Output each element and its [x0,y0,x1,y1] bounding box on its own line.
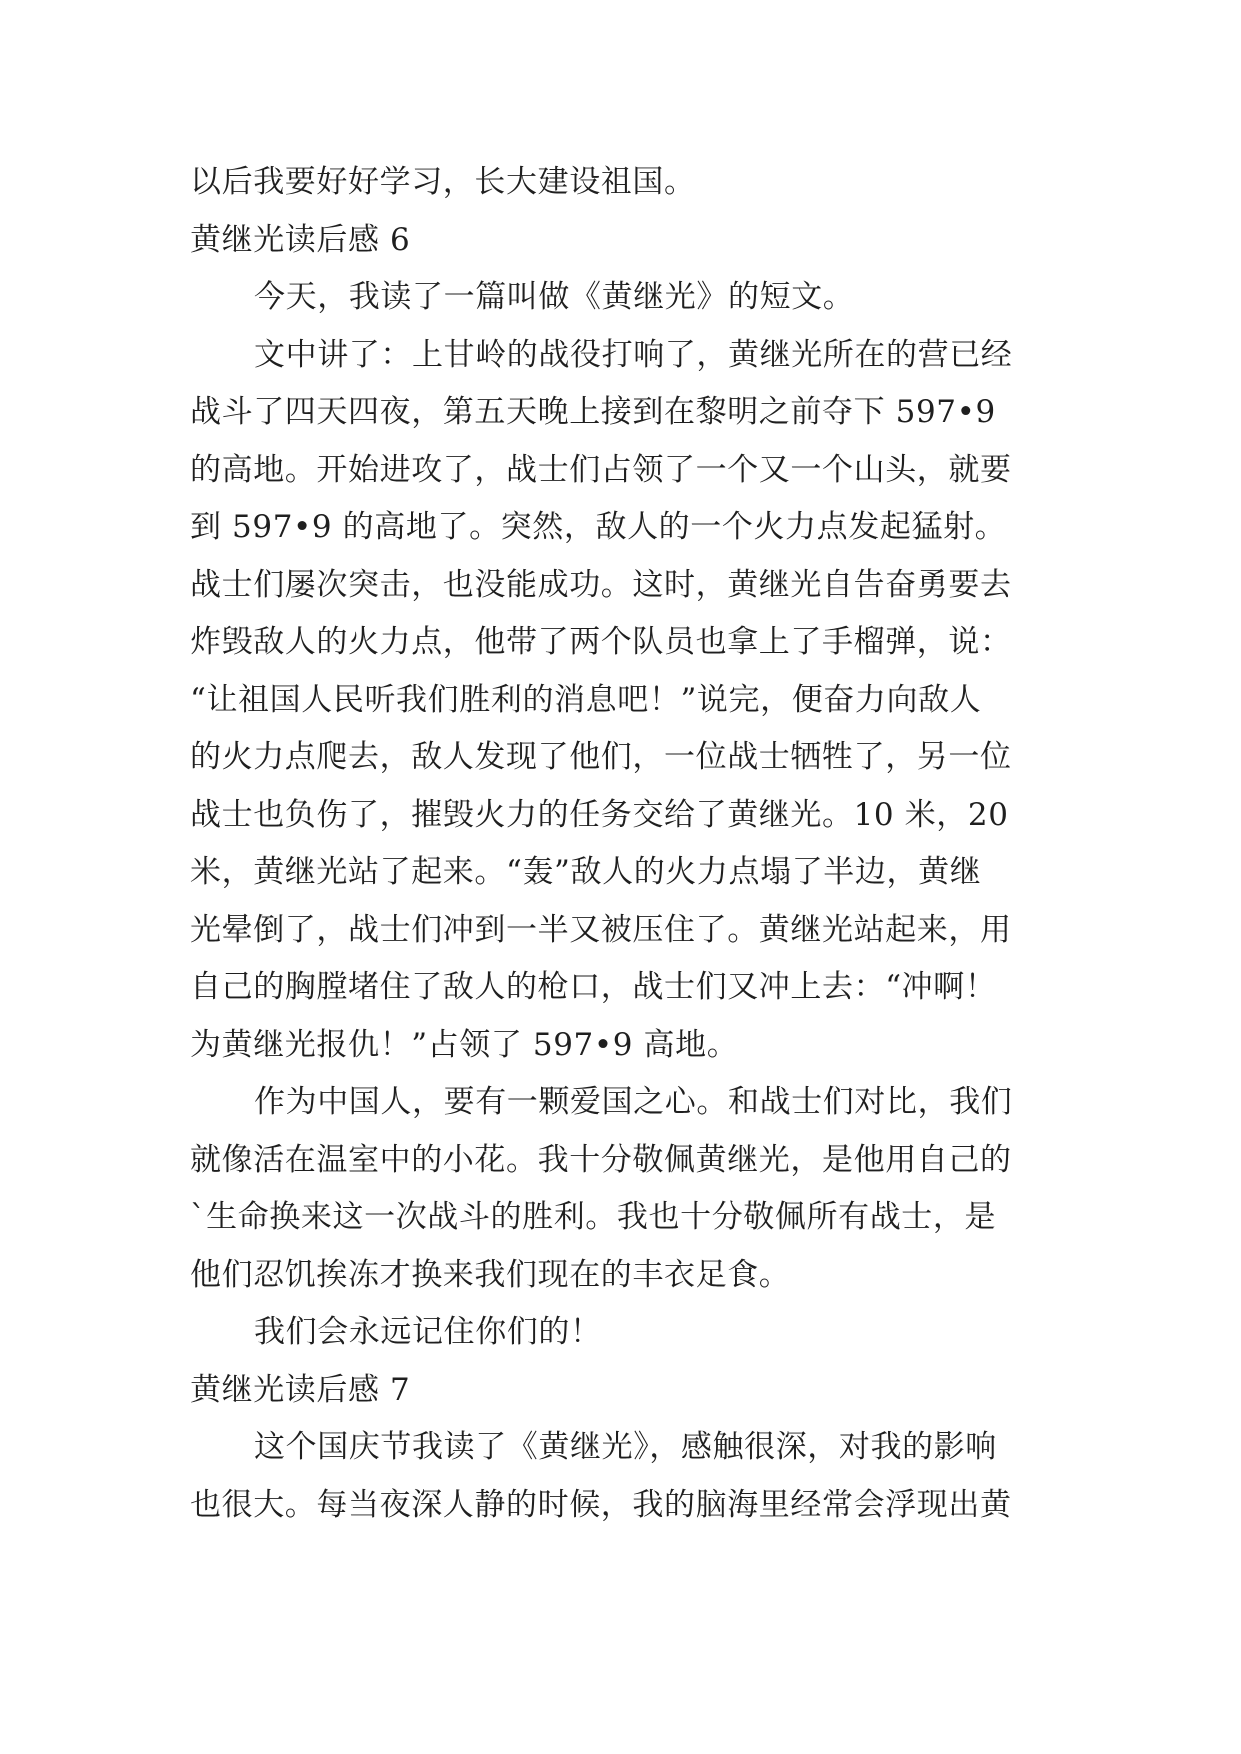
body-line-9: 炸毁敌人的火力点，他带了两个队员也拿上了手榴弹，说： [190,624,1012,660]
body-line-8: 战士们屡次突击，也没能成功。这时，黄继光自告奋勇要去 [190,566,1012,603]
body-line-10: “让祖国人民听我们胜利的消息吧！”说完，便奋力向敌人 [190,681,982,718]
section-heading-7: 黄继光读后感 7 [190,1371,411,1408]
body-line-11: 的火力点爬去，敌人发现了他们，一位战士牺牲了，另一位 [190,739,1012,775]
body-line-5: 战斗了四天四夜，第五天晚上接到在黎明之前夺下 597•9 [190,394,996,430]
body-line-12: 战士也负伤了，摧毁火力的任务交给了黄继光。10 米，20 [190,796,1009,833]
body-line-4: 文中讲了：上甘岭的战役打响了，黄继光所在的营已经 [254,336,1013,373]
body-line-23: 这个国庆节我读了《黄继光》，感触很深，对我的影响 [254,1429,997,1465]
body-line-24: 也很大。每当夜深人静的时候，我的脑海里经常会浮现出黄 [190,1486,1012,1523]
body-line-3: 今天，我读了一篇叫做《黄继光》的短文。 [254,279,855,315]
body-line-20: 他们忍饥挨冻才换来我们现在的丰衣足食。 [190,1256,791,1293]
body-line-14: 光晕倒了，战士们冲到一半又被压住了。黄继光站起来，用 [190,911,1012,948]
section-heading-6: 黄继光读后感 6 [190,221,411,258]
body-line-6: 的高地。开始进攻了，战士们占领了一个又一个山头，就要 [190,451,1012,488]
body-line-13: 米，黄继光站了起来。“轰”敌人的火力点塌了半边，黄继 [190,854,982,890]
body-line-18: 就像活在温室中的小花。我十分敬佩黄继光，是他用自己的 [190,1141,1012,1178]
body-line-7: 到 597•9 的高地了。突然，敌人的一个火力点发起猛射。 [190,509,1007,545]
body-line-15: 自己的胸膛堵住了敌人的枪口，战士们又冲上去：“冲啊！ [190,969,997,1005]
body-line-16: 为黄继光报仇！”占领了 597•9 高地。 [190,1026,739,1063]
document-body [190,154,1051,1534]
body-line-19: `生命换来这一次战斗的胜利。我也十分敬佩所有战士，是 [190,1199,997,1235]
body-line-21: 我们会永远记住你们的！ [254,1314,602,1350]
body-line-1: 以后我要好好学习，长大建设祖国。 [190,164,696,200]
body-line-17: 作为中国人，要有一颗爱国之心。和战士们对比，我们 [254,1084,1013,1120]
